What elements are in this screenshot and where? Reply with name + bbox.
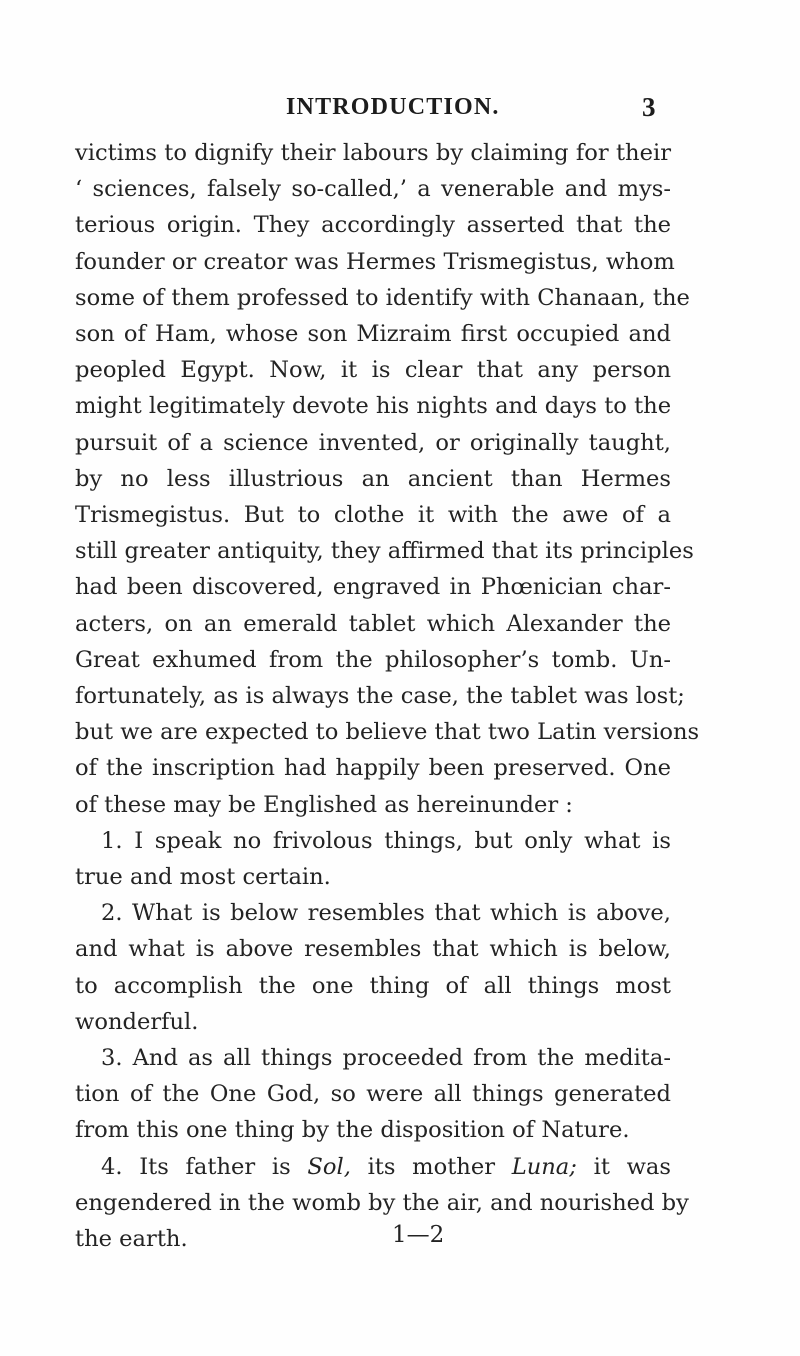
text-line: might legitimately devote his nights and days to the: [75, 393, 672, 420]
text-line: terious origin. They accordingly asserted that the: [75, 212, 671, 239]
body-text: [75, 135, 700, 1257]
tablet-item-2: [75, 895, 671, 1040]
text-line: son of Ham, whose son Mizraim first occupied and: [75, 321, 671, 348]
text-line: still greater antiquity, they affirmed that its principles: [75, 538, 694, 565]
paragraph-intro: [75, 135, 700, 823]
text-fragment: its mother: [350, 1153, 512, 1180]
text-line: Trismegistus. But to clothe it with the awe of a: [75, 502, 671, 529]
text-line: victims to dignify their labours by claiming for their: [75, 140, 671, 166]
italic-term-luna: Luna;: [511, 1153, 577, 1180]
text-line: true and most certain.: [75, 864, 331, 891]
text-line: of these may be Englished as hereinunder :: [75, 791, 573, 818]
tablet-item-1: [75, 823, 671, 895]
text-line: 2. What is below resembles that which is above,: [101, 900, 671, 927]
text-line: tion of the One God, so were all things generated: [75, 1081, 671, 1108]
text-line: the earth.: [75, 1226, 188, 1253]
text-line: from this one thing by the disposition of Nature.: [75, 1117, 630, 1144]
text-line: Great exhumed from the philosopher’s tomb. Un-: [75, 646, 671, 673]
text-line: to accomplish the one thing of all things most: [75, 972, 671, 999]
text-line: but we are expected to believe that two Latin versions: [75, 719, 700, 746]
text-line: fortunately, as is always the case, the tablet was lost;: [75, 683, 685, 710]
text-fragment: it was: [576, 1153, 672, 1180]
text-line: acters, on an emerald tablet which Alexander the: [75, 610, 671, 637]
text-line: ‘ sciences, falsely so-called,’ a venerable and mys-: [75, 176, 671, 203]
text-line: had been discovered, engraved in Phœnician char-: [75, 574, 671, 601]
text-line: by no less illustrious an ancient than Hermes: [75, 465, 671, 492]
text-line: 1. I speak no frivolous things, but only what is: [101, 827, 671, 854]
text-line: and what is above resembles that which is below,: [75, 936, 671, 963]
tablet-item-3: [75, 1040, 671, 1149]
text-line: peopled Egypt. Now, it is clear that any person: [75, 357, 671, 384]
text-line: [75, 1149, 671, 1185]
signature-mark: 1—2: [392, 1222, 445, 1248]
text-fragment: 4. Its father is: [101, 1153, 308, 1180]
italic-term-sol: Sol,: [307, 1153, 351, 1180]
text-line: wonderful.: [75, 1008, 199, 1035]
text-line: founder or creator was Hermes Trismegistus, whom: [75, 248, 675, 275]
page-number: 3: [642, 92, 656, 122]
text-line: some of them professed to identify with Chanaan, the: [75, 284, 690, 311]
text-line: of the inscription had happily been preserved. One: [75, 755, 671, 782]
text-line: 3. And as all things proceeded from the medita-: [101, 1045, 671, 1072]
tablet-item-4: [75, 1149, 689, 1258]
running-head-title: INTRODUCTION.: [286, 94, 500, 120]
text-line: engendered in the womb by the air, and nourished by: [75, 1189, 689, 1216]
text-line: pursuit of a science invented, or originally taught,: [75, 429, 671, 456]
